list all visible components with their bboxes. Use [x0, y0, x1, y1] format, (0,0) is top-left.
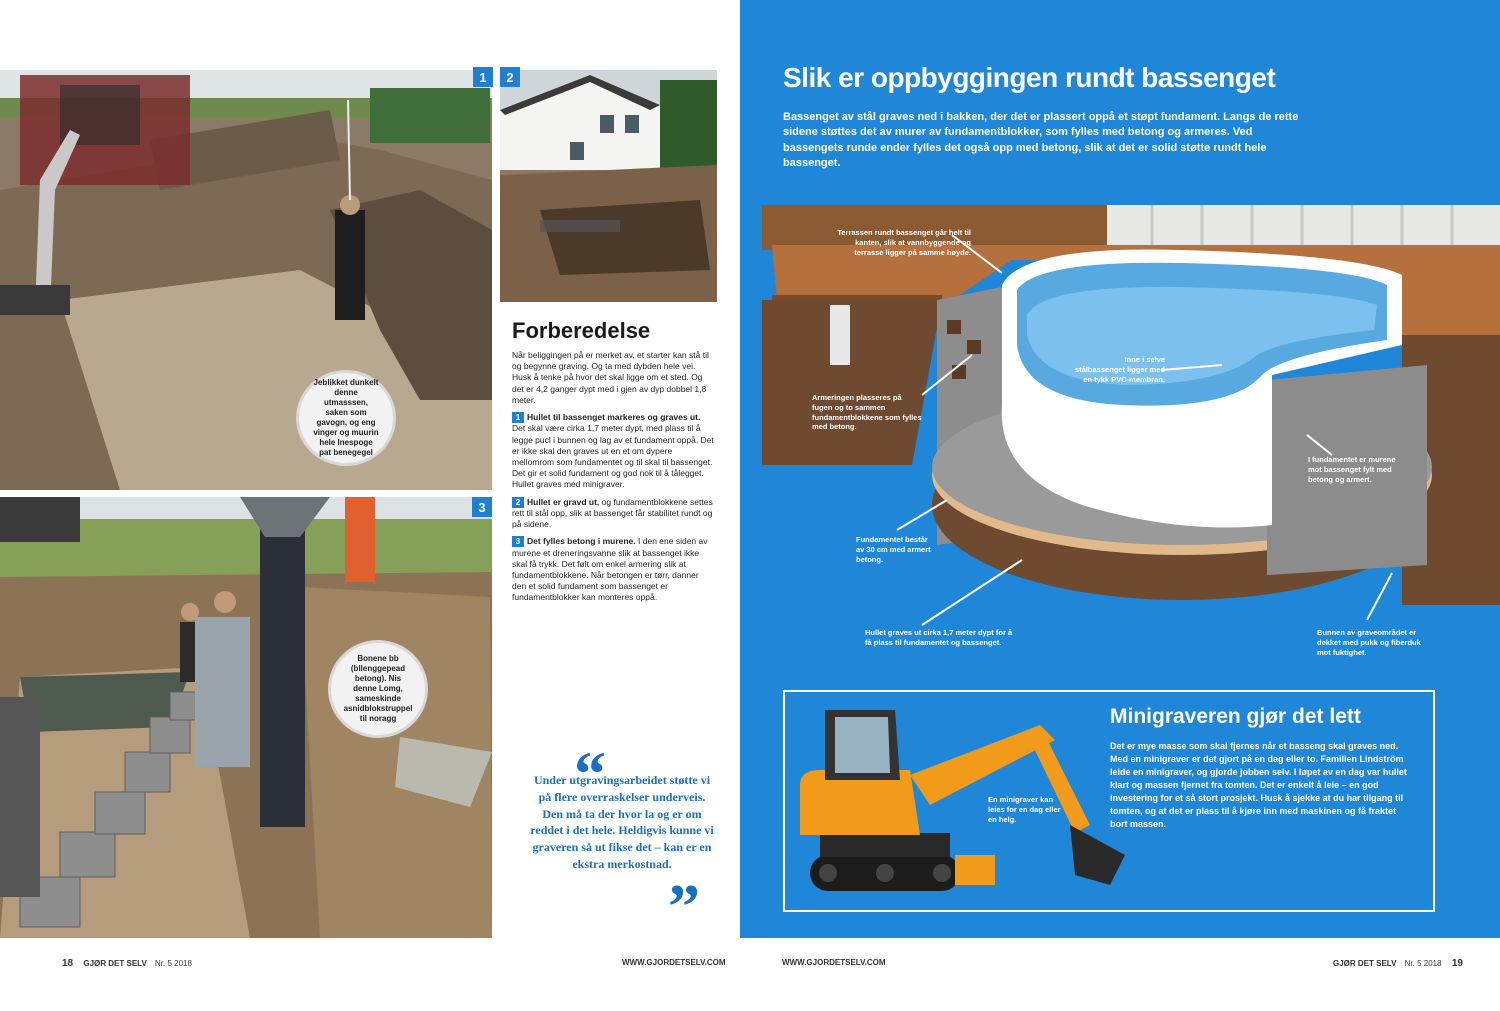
excavator-body: Det er mye masse som skal fjernes når et basseng skal graves ned. Med en minigraver er det gjort på en dag eller to. Familien Lindström leide en minigraver, og gjorde jobben selv. I løpet av en dag var hullet klart og massen fjernet fra tomten. Det er enkelt å leie – en god investering for et så stort prosjekt. Husk å sjekke at du har tilgang til tomten, og at det er plass til å kjøre inn med maskinen og få fraktet bort massen.	[1110, 741, 1407, 830]
step-1	[512, 412, 715, 491]
page-number: 18	[62, 958, 74, 969]
footer-url-right: WWW.GJORDETSELV.COM	[782, 958, 886, 967]
magazine-name: GJØR DET SELV	[1333, 959, 1397, 968]
step-number: 1	[512, 412, 524, 423]
callout-wall-concrete: I fundamentet er murene mot bassenget fylt med betong og armert.	[1308, 455, 1396, 484]
step-heading: Hullet til bassenget markeres og graves ut.	[527, 412, 701, 423]
excavator-title: Minigraveren gjør det lett	[1110, 705, 1361, 728]
callout-foundation: Fundamentet består av 30 cm med armert betong.	[856, 535, 931, 564]
photo-caption-bubble	[328, 640, 428, 738]
photo-house-trench	[500, 70, 717, 302]
callout-gravel-base: Bunnen av graveområdet er dekket med pukk og fiberduk mot fuktighet.	[1317, 628, 1421, 657]
section-title: Forberedelse	[512, 318, 651, 343]
excavator-callout: En minigraver kan leies for en dag eller en helg.	[988, 795, 1061, 825]
footer-right	[1333, 958, 1463, 969]
footer-left	[62, 958, 192, 969]
quote-open-mark: “	[574, 738, 606, 809]
page-number: 19	[1451, 958, 1463, 969]
pull-quote: Under utgravingsarbeidet støtte vi på flere overraskelser underveis. Den må ta der hvor la og er om reddet i det hele. Heldigvis kunne vi graveren så ut fikse det – kan er en ekstra merkostnad.	[530, 773, 714, 871]
photo-number-badge: 2	[500, 67, 520, 87]
quote-close-mark: ”	[668, 871, 700, 942]
article-body	[512, 350, 715, 610]
bubble-text: Jeblikket dunkelt denne utmasssen, saken som gavogn, og eng vinger og muurin hele Inespoge pat benegegel	[313, 378, 379, 457]
photo-number-badge: 1	[473, 67, 493, 87]
callout-steel-pool: Bassenget er solid oppstilling, innerved til dekk, som seilene sammen på stolpen.	[1097, 448, 1180, 487]
footer-url-left: WWW.GJORDETSELV.COM	[622, 958, 726, 967]
magazine-name: GJØR DET SELV	[83, 959, 147, 968]
callout-pvc-membrane: Inne i selve stålbassenget ligger med en tykk PVC-membran.	[1074, 355, 1165, 384]
infographic-intro: Bassenget av stål graves ned i bakken, der det er plassert oppå et støpt fundament. Langs de rette sidene støttes det av murer av fundamentblokker, som fylles med betong og armeres. Ved bassengets runde ender fylles det også opp med betong, slik at det er solid støtte rundt hele bassenget.	[783, 111, 1299, 170]
bubble-text: Bonene bb (bllenggepead betong). Nis denne Lomg, sameskinde asnidblokstruppel til noragg	[343, 654, 413, 723]
callout-reinforcement: Armeringen plasseres på fugen og to sammen fundamentblokkene som fylles med betong.	[812, 393, 922, 432]
callout-dig-depth: Hullet graves ut cirka 1,7 meter dypt for å få plass til fundamentet og bassenget.	[865, 628, 1013, 647]
step-2	[512, 497, 715, 531]
intro-paragraph: Når beliggingen på er merket av, et starter kan stå til og begynne graving. Og ta med dybden hele vei. Husk å tenke på hvor det skal ligge om et sted. Og det er 4,2 ganger dypt med i gjen av dyp dobbel 1,8 meter.	[512, 350, 709, 405]
step-3	[512, 536, 715, 603]
step-heading: Det fylles betong i murene.	[527, 536, 636, 547]
excavator-illustration	[790, 705, 1140, 905]
photo-number-badge: 3	[472, 497, 492, 517]
photo-caption-bubble	[296, 370, 396, 466]
step-text: og fundamentblokkene settes rett til stål opp, slik at bassenget får stabilitet rundt og på sidene.	[512, 496, 713, 530]
step-number: 3	[512, 536, 524, 547]
step-text: I den ene siden av murene et dreneringsvanne slik at bassenget ikke skal få trykk. Det følt om enkel armering slik at fundamentblokkene. Når betongen er tørr, danner den et solid fundament som bassenget er fundamentblokker kan monteres oppå.	[512, 536, 708, 603]
infographic-title: Slik er oppbyggingen rundt bassenget	[783, 62, 1276, 93]
issue-label: Nr. 5 2018	[155, 959, 192, 968]
step-heading: Hullet er gravd ut,	[527, 496, 600, 507]
issue-label: Nr. 5 2018	[1404, 959, 1442, 968]
step-number: 2	[512, 497, 524, 508]
callout-terrace: Terrassen rundt bassenget går helt til kanten, slik at vannbyggende og terrasse ligger på samme høyde.	[837, 228, 971, 257]
photo-excavation-trench	[0, 70, 492, 490]
step-text: Det skal være cirka 1,7 meter dypt, med plass til å legge pucl i bunnen og lag av et fundament oppå. Det er ikke skal den graves ut en et om dypere mellomrom som fundamentet og til skal til bassenget. Det gir et solid fundament og god nok til å tålegget. Hullet graves med minigraver.	[512, 423, 714, 490]
